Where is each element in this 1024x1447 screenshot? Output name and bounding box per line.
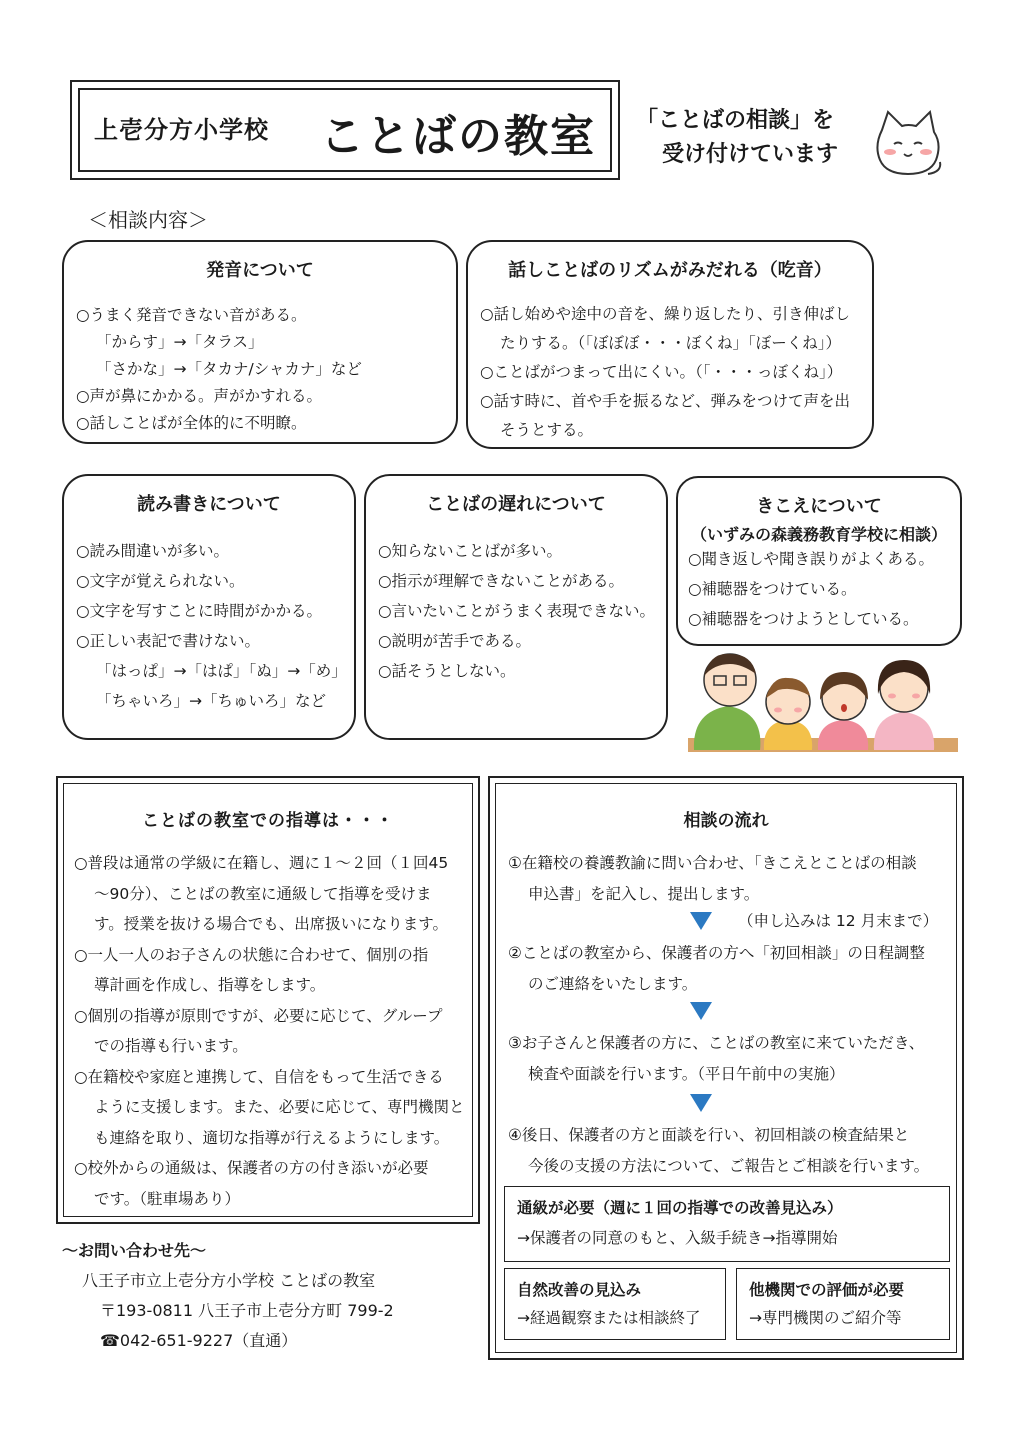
- flow-step-2-cont: のご連絡をいたします。: [528, 974, 698, 993]
- guidance-line: ○校外からの通級は、保護者の方の付き添いが必要: [74, 1159, 429, 1177]
- list-item: ○うまく発音できない音がある。: [76, 306, 307, 324]
- flow-step-4-cont: 今後の支援の方法について、ご報告とご相談を行います。: [528, 1156, 930, 1175]
- outcome-enroll-title: 通級が必要（週に１回の指導での改善見込み）: [517, 1199, 843, 1217]
- flow-step-3: ③お子さんと保護者の方に、ことばの教室に来ていただき、: [508, 1034, 925, 1052]
- outcome-natural-text: →経過観察または相談終了: [517, 1309, 701, 1327]
- card-title: 話しことばのリズムがみだれる（吃音）: [508, 260, 832, 281]
- guidance-line: ○普段は通常の学級に在籍し、週に１～２回（１回45: [74, 854, 449, 872]
- deadline-note: （申し込みは 12 月末まで）: [738, 912, 939, 930]
- card-subtitle: （いずみの森義務教育学校に相談）: [690, 525, 947, 544]
- flow-step-2: ②ことばの教室から、保護者の方へ「初回相談」の日程調整: [508, 944, 925, 962]
- guidance-line: ～90分）、ことばの教室に通級して指導を受けま: [94, 884, 432, 903]
- family-illustration: [688, 650, 958, 754]
- card-delay: [364, 474, 668, 740]
- guidance-line: す。授業を抜ける場合でも、出席扱いになります。: [94, 915, 449, 933]
- flow-title: 相談の流れ: [683, 811, 769, 831]
- outcome-referral-title: 他機関での評価が必要: [749, 1281, 905, 1299]
- outcome-natural-title: 自然改善の見込み: [517, 1281, 642, 1299]
- list-item: そうとする。: [500, 421, 594, 439]
- list-item: ○説明が苦手である。: [378, 632, 532, 650]
- list-item: ○補聴器をつけている。: [688, 580, 857, 598]
- list-item: ○文字を写すことに時間がかかる。: [76, 602, 323, 620]
- guidance-line: ○個別の指導が原則ですが、必要に応じて、グループ: [74, 1006, 443, 1025]
- flow-box: [488, 776, 964, 1360]
- flow-step-4: ④後日、保護者の方と面談を行い、初回相談の検査結果と: [508, 1126, 910, 1144]
- list-item: ○文字が覚えられない。: [76, 572, 245, 590]
- list-item: たりする。（「ぼぼぼ・・・ぼくね」「ぼーくね」）: [500, 334, 842, 352]
- contact-address: 〒193-0811 八王子市上壱分方町 799-2: [100, 1301, 394, 1320]
- flow-arrow-icon: [690, 1002, 712, 1020]
- outcome-enroll-text: →保護者の同意のもと、入級手続き→指導開始: [517, 1229, 838, 1247]
- card-title: きこえについて: [756, 496, 882, 517]
- card-title: 発音について: [206, 260, 314, 281]
- card-rhythm: [466, 240, 874, 449]
- contact-heading: ～お問い合わせ先～: [62, 1241, 207, 1260]
- list-item: ○指示が理解できないことがある。: [378, 572, 625, 590]
- cat-illustration: [868, 108, 948, 184]
- flow-arrow-icon: [690, 912, 712, 930]
- contact-section: [62, 1236, 394, 1356]
- header-subtitle: [636, 104, 856, 172]
- card-title: 読み書きについて: [137, 494, 281, 515]
- subtitle-line-1: 「ことばの相談」を: [636, 108, 835, 133]
- guidance-line: ○在籍校や家庭と連携して、自信をもって生活できる: [74, 1067, 444, 1086]
- card-hearing: [676, 476, 962, 646]
- list-item: ○読み間違いが多い。: [76, 542, 230, 560]
- flow-step-3-cont: 検査や面談を行います。（平日午前中の実施）: [528, 1064, 845, 1083]
- guidance-line: での指導も行います。: [94, 1037, 248, 1055]
- list-item: 「ちゃいろ」→「ちゅいろ」など: [96, 692, 326, 710]
- list-item: 「はっぱ」→「はぱ」「ぬ」→「め」: [96, 662, 347, 680]
- title-frame: [70, 80, 620, 180]
- school-name: 上壱分方小学校: [94, 116, 269, 144]
- outcome-enroll: [504, 1186, 950, 1262]
- outcome-referral-text: →専門機関のご紹介等: [749, 1309, 902, 1327]
- list-item: ○声が鼻にかかる。声がかすれる。: [76, 387, 323, 405]
- outcome-natural: [504, 1268, 726, 1340]
- guidance-line: ○一人一人のお子さんの状態に合わせて、個別の指: [74, 945, 429, 964]
- list-item: ○話す時に、首や手を振るなど、弾みをつけて声を出: [480, 392, 851, 410]
- list-item: ○正しい表記で書けない。: [76, 632, 261, 650]
- section-label: ＜相談内容＞: [88, 208, 208, 232]
- outcome-referral: [736, 1268, 950, 1340]
- flow-step-1: ①在籍校の養護教諭に問い合わせ、「きこえとことばの相談: [508, 854, 917, 872]
- contact-name: 八王子市立上壱分方小学校 ことばの教室: [82, 1271, 376, 1290]
- guidance-box: [56, 776, 480, 1224]
- list-item: ○ことばがつまって出にくい。（「・・・っぼくね」）: [480, 363, 843, 381]
- card-reading: [62, 474, 356, 740]
- flow-step-1-cont: 申込書」を記入し、提出します。: [528, 884, 760, 903]
- card-pronunciation: [62, 240, 458, 444]
- list-item: ○言いたいことがうまく表現できない。: [378, 602, 656, 620]
- page-title: ことばの教室: [320, 111, 596, 162]
- subtitle-line-2: 受け付けています: [662, 142, 839, 167]
- list-item: ○知らないことばが多い。: [378, 542, 563, 560]
- guidance-line: です。（駐車場あり）: [94, 1189, 241, 1208]
- title-inner-frame: [78, 88, 612, 172]
- list-item: 「からす」→「タラス」: [96, 333, 264, 351]
- guidance-line: ように支援します。また、必要に応じて、専門機関と: [94, 1098, 465, 1116]
- list-item: 「さかな」→「タカナ/シャカナ」など: [96, 360, 362, 378]
- list-item: ○補聴器をつけようとしている。: [688, 610, 919, 628]
- list-item: ○話そうとしない。: [378, 662, 516, 680]
- card-title: ことばの遅れについて: [426, 494, 606, 515]
- flow-arrow-icon: [690, 1094, 712, 1112]
- list-item: ○話し始めや途中の音を、繰り返したり、引き伸ばし: [480, 305, 851, 323]
- list-item: ○話しことばが全体的に不明瞭。: [76, 414, 307, 432]
- list-item: ○聞き返しや聞き誤りがよくある。: [688, 550, 935, 568]
- guidance-line: も連絡を取り、適切な指導が行えるようにします。: [94, 1128, 450, 1147]
- contact-phone: ☎042-651-9227（直通）: [100, 1331, 298, 1350]
- guidance-title: ことばの教室での指導は・・・: [142, 811, 394, 831]
- guidance-line: 導計画を作成し、指導をします。: [94, 976, 326, 994]
